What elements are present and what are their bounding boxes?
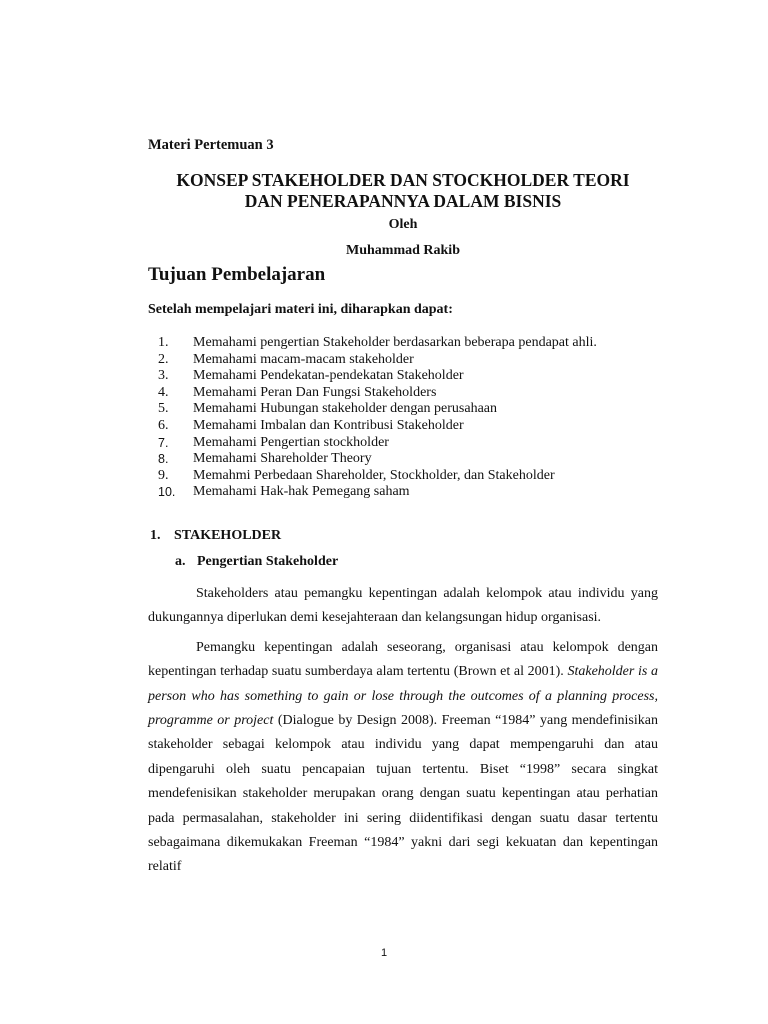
section-title: STAKEHOLDER: [174, 528, 282, 543]
body-text: [148, 582, 658, 885]
list-text: Memahami Pengertian stockholder: [193, 434, 389, 450]
list-number: 5.: [158, 401, 169, 417]
list-item: [158, 352, 597, 369]
list-item: [158, 385, 597, 402]
list-number: 6.: [158, 417, 169, 433]
document-title: [148, 170, 658, 212]
list-item: [158, 435, 597, 452]
list-text: Memahami Pendekatan-pendekatan Stakeholder: [193, 368, 464, 384]
list-item: [158, 335, 597, 352]
by-label: Oleh: [388, 217, 418, 232]
list-item: [158, 368, 597, 385]
list-number: 9.: [158, 467, 169, 483]
list-number: 1.: [158, 335, 169, 350]
section-heading: [150, 528, 281, 544]
list-item: [158, 451, 597, 468]
list-text: Memahami Imbalan dan Kontribusi Stakeholder: [193, 417, 464, 433]
list-item: [158, 484, 597, 501]
list-text: Memahami Hak-hak Pemegang saham: [193, 484, 410, 500]
list-item: [158, 468, 597, 485]
paragraph-2-text-b: (Dialogue by Design 2008). Freeman “1984” yang mendefinisikan stakeholder sebagai kelompok atau individu yang dapat mempengaruhi dan atau dipengaruhi oleh suatu pencapaian tujuan tertentu. Biset “1998” secara singkat mendefenisikan stakeholder merupakan orang dengan suatu kepentingan atau perhatian pada permasalahan, stakeholder ini sering diidentifikasi dengan suatu dasar tertentu sebagaimana dikemukakan Freeman “1984” yakni dari segi kekuatan dan kepentingan relatif: [148, 713, 658, 875]
paragraph-2-italic-quote: Stakeholder is a person who has something to gain or lose through the outcomes of a planning process, programme or project: [148, 664, 658, 729]
list-text: Memahmi Perbedaan Shareholder, Stockholder, dan Stakeholder: [193, 467, 555, 483]
title-line-1: KONSEP STAKEHOLDER DAN STOCKHOLDER TEORI: [176, 170, 630, 190]
title-line-2: DAN PENERAPANNYA DALAM BISNIS: [244, 191, 562, 211]
paragraph-2-text-a: Pemangku kepentingan adalah seseorang, organisasi atau kelompok dengan kepentingan terhadap suatu sumberdaya alam tertentu (Brown et al 2001).: [148, 639, 658, 680]
list-text: Memahami Shareholder Theory: [193, 451, 372, 467]
list-number: 10.: [158, 485, 176, 500]
subsection-number: a.: [175, 554, 186, 569]
section-number: 1.: [150, 528, 161, 543]
list-text: Memahami pengertian Stakeholder berdasarkan beberapa pendapat ahli.: [193, 335, 597, 350]
list-number: 7.: [158, 435, 169, 450]
subsection-heading: [175, 554, 338, 570]
list-number: 4.: [158, 384, 169, 400]
subsection-title: Pengertian Stakeholder: [197, 554, 339, 569]
list-text: Memahami Peran Dan Fungsi Stakeholders: [193, 384, 437, 400]
list-text: Memahami Hubungan stakeholder dengan perusahaan: [193, 401, 498, 417]
meeting-label: Materi Pertemuan 3: [148, 137, 274, 153]
list-item: [158, 401, 597, 418]
objectives-heading: Tujuan Pembelajaran: [148, 264, 326, 285]
list-number: 8.: [158, 452, 169, 467]
list-item: [158, 418, 597, 435]
author-name: Muhammad Rakib: [346, 243, 460, 258]
paragraph-2: [148, 636, 658, 880]
page-number: 1: [380, 947, 388, 959]
list-number: 3.: [158, 368, 169, 384]
list-number: 2.: [158, 351, 169, 367]
objectives-list: [158, 335, 597, 501]
paragraph-1: Stakeholders atau pemangku kepentingan adalah kelompok atau individu yang dukungannya diperlukan demi kesejahteraan dan kelangsungan hidup organisasi.: [148, 586, 658, 626]
list-text: Memahami macam-macam stakeholder: [193, 351, 414, 367]
objectives-intro: Setelah mempelajari materi ini, diharapkan dapat:: [148, 302, 453, 317]
